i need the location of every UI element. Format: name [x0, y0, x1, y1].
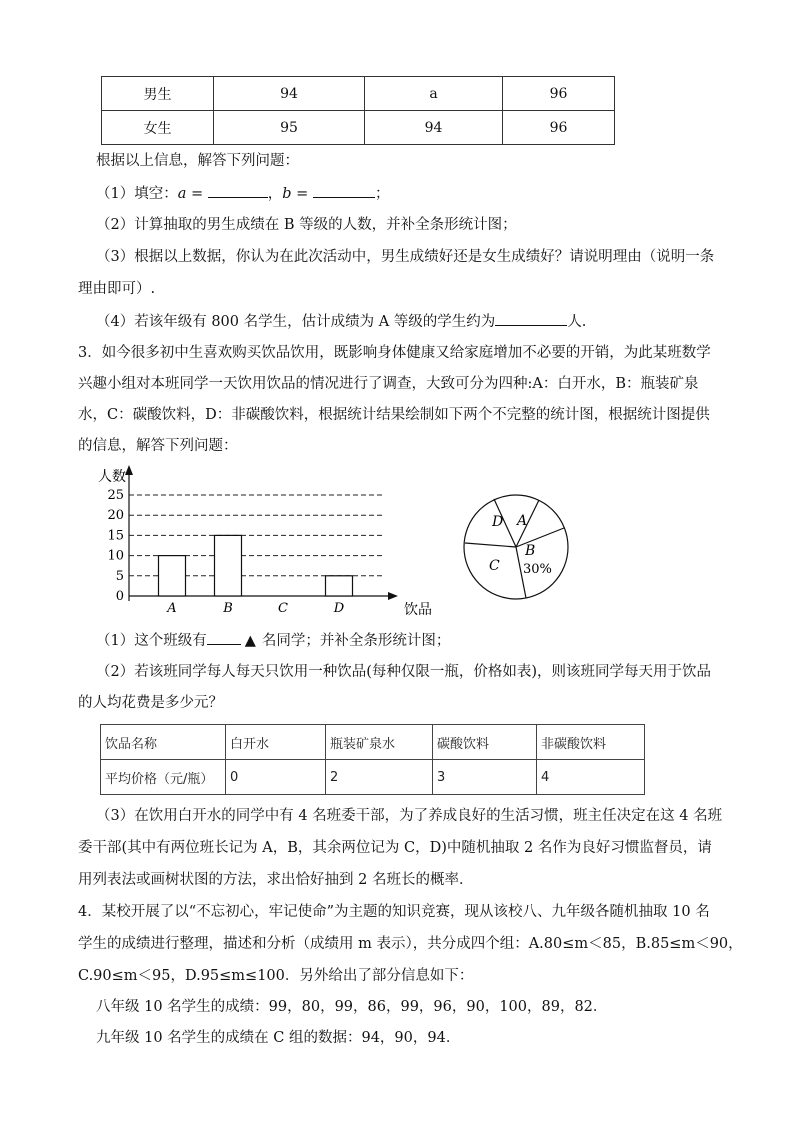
q2-part3-line1: （3）根据以上数据，你认为在此次活动中，男生成绩好还是女生成绩好？请说明理由（说明一条 — [96, 249, 715, 265]
bar-a — [159, 556, 186, 596]
q4-line4: 八年级 10 名学生的成绩：99，80，99，86，99，96，90，100，89，82． — [96, 999, 608, 1015]
q3-sub3-line2: 委干部(其中有两位班长记为 A，B，其余两位记为 C，D)中随机抽取 2 名作为良好习惯监督员，请 — [78, 840, 712, 856]
header-cell: 非碳酸饮料 — [537, 725, 645, 760]
header-cell: 白开水 — [226, 725, 326, 760]
row-label: 女生 — [102, 111, 214, 145]
q2-part4-prefix: （4）若该年级有 800 名学生，估计成绩为 A 等级的学生约为 — [96, 314, 496, 330]
pie-chart — [460, 490, 580, 610]
pie-divider — [465, 543, 516, 547]
cell: a — [365, 77, 503, 111]
q2-intro: 根据以上信息，解答下列问题： — [96, 153, 299, 169]
table-row — [102, 111, 615, 145]
q2-part4 — [96, 311, 586, 332]
table-row — [102, 77, 615, 111]
y-ticks — [107, 488, 124, 604]
table-row — [101, 760, 645, 795]
y-tick-label: 15 — [107, 528, 124, 544]
q3-sub1-prefix: （1）这个班级有 — [96, 633, 207, 649]
header-cell: 饮品名称 — [101, 725, 226, 760]
cell: 94 — [214, 77, 365, 111]
cell: 94 — [365, 111, 503, 145]
bar-chart — [78, 462, 448, 622]
placeholder-marker: ▲ — [244, 633, 256, 649]
q3-sub1-suffix: 名同学；并补全条形统计图； — [261, 633, 451, 649]
cell: 4 — [537, 760, 645, 795]
q3-line1: 3．如今很多初中生喜欢购买饮品饮用，既影响身体健康又给家庭增加不必要的开销，为此某班数学 — [78, 345, 711, 361]
q4-line5: 九年级 10 名学生的成绩在 C 组的数据：94，90，94． — [96, 1030, 461, 1046]
header-cell: 瓶装矿泉水 — [326, 725, 433, 760]
bars — [159, 535, 353, 596]
q2-part3-line2: 理由即可）. — [78, 281, 156, 297]
header-cell: 碳酸饮料 — [433, 725, 537, 760]
y-tick-label: 25 — [107, 488, 124, 503]
q3-line2: 兴趣小组对本班同学一天饮用饮品的情况进行了调查，大致可分为四种:A：白开水，B：瓶装矿泉 — [78, 376, 699, 392]
y-axis-label: 人数 — [98, 469, 126, 485]
x-tick-label: A — [167, 601, 177, 616]
q3-sub3-line1: （3）在饮用白开水的同学中有 4 名班委干部，为了养成良好的生活习惯，班主任决定在这 4 名班 — [96, 808, 723, 824]
table-header-row — [101, 725, 645, 760]
y-tick-label: 5 — [115, 568, 124, 584]
pie-label-b-percent: 30% — [523, 562, 552, 577]
q3-sub1 — [96, 630, 450, 651]
q3-sub2-line2: 的人均花费是多少元？ — [78, 695, 223, 711]
x-tick-label: D — [333, 601, 345, 616]
q3-line3: 水，C：碳酸饮料，D：非碳酸饮料，根据统计结果绘制如下两个不完整的统计图，根据统计图提供 — [78, 407, 710, 423]
answer-blank[interactable] — [208, 183, 268, 198]
score-table — [101, 76, 615, 145]
x-ticks — [166, 601, 344, 616]
x-axis-label: 饮品 — [404, 602, 432, 618]
equals: = — [291, 186, 313, 202]
y-tick-label: 20 — [107, 508, 124, 524]
q3-sub2-line1: （2）若该班同学每人每天只饮用一种饮品(每种仅限一瓶，价格如表)，则该班同学每天用于饮品 — [96, 664, 712, 680]
y-tick-label: 10 — [107, 548, 124, 564]
q2-part2: （2）计算抽取的男生成绩在 B 等级的人数，并补全条形统计图； — [96, 217, 517, 233]
pie-label-b: B — [525, 543, 536, 559]
q4-line3: C.90≤m＜95，D.95≤m≤100．另外给出了部分信息如下： — [78, 968, 474, 984]
cell: 96 — [503, 111, 615, 145]
q2-part1 — [96, 183, 389, 204]
end: ； — [374, 186, 390, 202]
pie-label-d: D — [492, 514, 504, 530]
price-table — [100, 724, 645, 795]
pie-label-c: C — [489, 558, 500, 574]
var-a: a — [177, 186, 187, 202]
q2-part4-suffix: 人. — [567, 314, 587, 330]
row-label: 男生 — [102, 77, 214, 111]
cell: 96 — [503, 77, 615, 111]
cell: 2 — [326, 760, 433, 795]
cell: 平均价格（元/瓶） — [101, 760, 226, 795]
x-tick-label: B — [223, 601, 233, 616]
x-tick-label: C — [278, 601, 288, 616]
cell: 95 — [214, 111, 365, 145]
separator: ， — [267, 186, 283, 202]
q4-line2: 学生的成绩进行整理，描述和分析（成绩用 m 表示），共分成四个组：A.80≤m＜85，B.85≤m＜90， — [78, 936, 743, 952]
q4-line1: 4．某校开展了以“不忘初心，牢记使命”为主题的知识竞赛，现从该校八、九年级各随机抽取 10 名 — [78, 904, 710, 920]
answer-blank[interactable] — [495, 311, 567, 326]
q3-sub3-line3: 用列表法或画树状图的方法，求出恰好抽到 2 名班长的概率． — [78, 872, 474, 888]
bar-d — [326, 576, 353, 596]
pie-label-a: A — [517, 513, 528, 529]
bar-b — [215, 535, 242, 596]
cell: 3 — [433, 760, 537, 795]
answer-blank[interactable] — [313, 183, 375, 198]
q2-part1-prefix: （1）填空： — [96, 186, 178, 202]
cell: 0 — [226, 760, 326, 795]
x-axis-arrow — [388, 592, 398, 600]
q3-line4: 的信息，解答下列问题： — [78, 438, 238, 454]
y-tick-label: 0 — [115, 589, 124, 604]
answer-blank[interactable] — [207, 630, 241, 645]
var-b: b — [282, 186, 292, 202]
pie-divider — [516, 528, 564, 547]
equals: = — [186, 186, 208, 202]
